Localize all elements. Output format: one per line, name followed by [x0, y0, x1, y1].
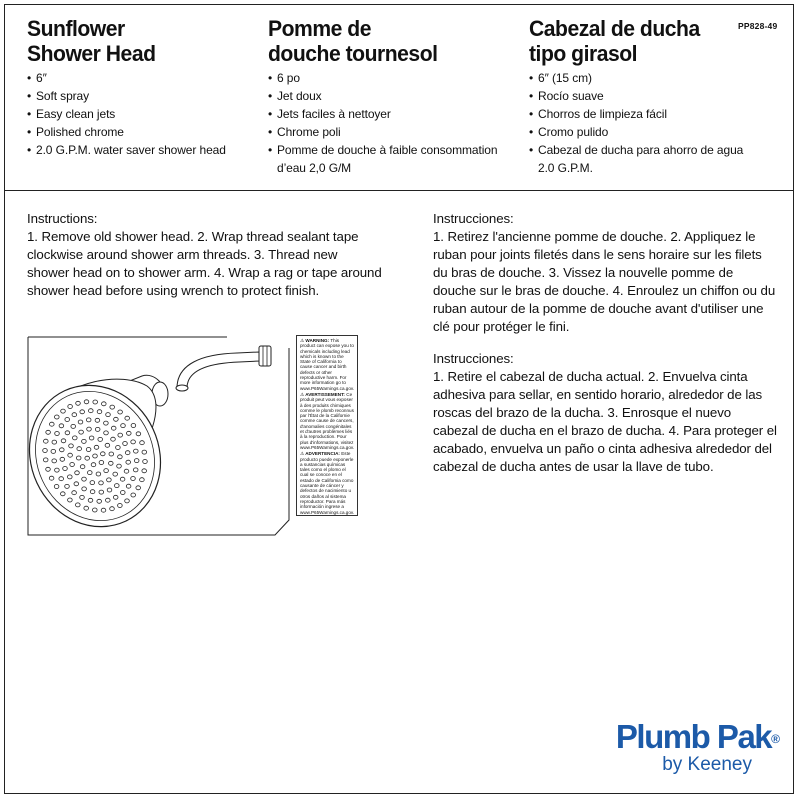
nozzle-dot [125, 451, 130, 455]
nozzle-dot [69, 444, 74, 448]
column-english [27, 16, 252, 159]
nozzle-dot [109, 461, 114, 465]
prop65-warning-label [296, 335, 358, 516]
nozzle-dot [85, 456, 90, 460]
nozzle-dot [125, 499, 130, 503]
nozzle-dot [125, 416, 130, 420]
nozzle-dot [43, 449, 48, 453]
nozzle-dot [127, 431, 132, 435]
nozzle-dot [76, 401, 81, 405]
features-english [27, 69, 252, 159]
nozzle-dot [126, 484, 131, 488]
column-french [268, 16, 513, 177]
title-english-line1: Sunflower [27, 16, 125, 41]
instructions-french [433, 210, 778, 336]
nozzle-dot [136, 486, 141, 490]
nozzle-dot [121, 424, 126, 428]
nozzle-dot [117, 464, 122, 468]
nozzle-dot [82, 439, 87, 443]
nozzle-dot [93, 508, 98, 512]
nozzle-dot [109, 452, 114, 456]
nozzle-dot [104, 469, 109, 473]
bullet-dot: • [529, 89, 534, 103]
nozzle-dot [110, 405, 115, 409]
nozzle-dot [68, 453, 73, 457]
nozzle-dot [90, 490, 95, 494]
nozzle-dot [131, 424, 136, 428]
nozzle-dot [60, 448, 65, 452]
title-english [27, 16, 243, 66]
nozzle-dot [54, 485, 59, 489]
nozzle-dot [79, 430, 84, 434]
nozzle-dot [101, 508, 106, 512]
nozzle-dot [93, 400, 98, 404]
nozzle-dot [131, 440, 136, 444]
feature-item: • 6″ (15 cm) [529, 71, 592, 85]
title-french [268, 16, 503, 66]
nozzle-dot [126, 460, 131, 464]
warning-en-text: This product can expose you to chemicals including lead which is known to the State of California to cause cancer and birth defects or other reproductive harm. For more information go to www.P65Warnings.ca.gov. [300, 338, 355, 391]
nozzle-dot [118, 433, 123, 437]
nozzle-dot [59, 477, 64, 481]
nozzle-dot [84, 400, 89, 404]
bullet-dot: • [27, 71, 32, 85]
nozzle-dot [140, 478, 145, 482]
instructions-english-body: 1. Remove old shower head. 2. Wrap thread sealant tape clockwise around shower arm threads. 3. Thread new shower head on to shower arm. 4. Wrap a rag or tape around shower head before using wrench to protect finish. [27, 229, 382, 298]
nozzle-dot [97, 499, 102, 503]
nozzle-dot [51, 449, 56, 453]
nozzle-dot [89, 409, 94, 413]
feature-item: • Cabezal de ducha para ahorro de agua 2.0 G.P.M. [529, 143, 744, 175]
nozzle-dot [106, 498, 111, 502]
title-english-line2: Shower Head [27, 41, 156, 66]
nozzle-dot [99, 490, 104, 494]
nozzle-dot [114, 417, 119, 421]
nozzle-dot [61, 492, 66, 496]
bullet-dot: • [529, 143, 534, 157]
nozzle-dot [89, 436, 94, 440]
feature-item: • Rocío suave [529, 89, 604, 103]
nozzle-dot [68, 405, 73, 409]
bullet-dot: • [27, 125, 32, 139]
bullet-dot: • [268, 125, 273, 139]
nozzle-dot [104, 431, 109, 435]
nozzle-dot [72, 413, 77, 417]
nozzle-dot [142, 450, 147, 454]
bullet-dot: • [529, 125, 534, 139]
title-spanish [529, 16, 735, 66]
feature-item: • 2.0 G.P.M. water saver shower head [27, 143, 226, 157]
title-spanish-line2: tipo girasol [529, 41, 638, 66]
nozzle-dot [46, 467, 51, 471]
bullet-dot: • [27, 89, 32, 103]
nozzle-dot [111, 437, 116, 441]
nozzle-dot [78, 420, 83, 424]
nozzle-dot [134, 459, 139, 463]
nozzle-dot [72, 491, 77, 495]
nozzle-dot [116, 446, 121, 450]
nozzle-dot [55, 468, 60, 472]
nozzle-dot [84, 506, 89, 510]
nozzle-dot [113, 495, 118, 499]
instructions-english-heading: Instructions: [27, 211, 98, 226]
nozzle-dot [96, 472, 101, 476]
nozzle-dot [131, 477, 136, 481]
nozzle-dot [121, 491, 126, 495]
brand-name: Plumb Pak® [615, 718, 780, 755]
nozzle-dot [87, 427, 92, 431]
nozzle-dot [77, 447, 82, 451]
brand-logo [616, 720, 780, 776]
nozzle-dot [82, 477, 87, 481]
nozzle-dot [140, 441, 145, 445]
nozzle-dot [118, 504, 123, 508]
nozzle-dot [55, 415, 60, 419]
nozzle-dot [95, 427, 100, 431]
nozzle-dot [76, 503, 81, 507]
nozzle-dot [99, 461, 104, 465]
nozzle-dot [52, 440, 57, 444]
feature-item: • Jet doux [268, 89, 322, 103]
nozzle-dot [52, 459, 57, 463]
nozzle-dot [106, 413, 111, 417]
nozzle-dot [123, 442, 128, 446]
feature-item: • Chorros de limpieza fácil [529, 107, 667, 121]
nozzle-dot [134, 449, 139, 453]
warning-es-text: Este producto puede exponerle a sustancias químicas tales como el plomo el cual se conoce en el estado de California como causante de cáncer y defectos de nacimiento u otros daños al sistema reproductor. Para más información ingrese a www.P65Warnings.ca.gov. [300, 451, 355, 515]
nozzle-dot [97, 410, 102, 414]
bullet-dot: • [268, 107, 273, 121]
nozzle-dot [105, 443, 110, 447]
feature-item: • 6 po [268, 71, 300, 85]
column-spanish [529, 16, 744, 177]
nozzle-dot [68, 498, 73, 502]
instructions-spanish-heading: Instrucciones: [433, 351, 514, 366]
nozzle-dot [55, 432, 60, 436]
bullet-dot: • [27, 107, 32, 121]
instructions-french-heading: Instrucciones: [433, 211, 514, 226]
nozzle-dot [60, 457, 65, 461]
nozzle-dot [131, 493, 136, 497]
feature-item: • Jets faciles à nettoyer [268, 107, 391, 121]
nozzle-dot [91, 463, 96, 467]
instructions-spanish-body: 1. Retire el cabezal de ducha actual. 2. Envuelva cinta adhesiva para sellar, en sentido horario, alrededor de las roscas del brazo de la ducha. 3. Enrosque el nuevo cabezal de ducha en el brazo de ducha. 4. Para proteger el acabado, envuelva un paño o cinta adhesiva alrededor del cabezal de ducha antes de usar la llave de tubo. [433, 369, 777, 474]
feature-item: • Cromo pulido [529, 125, 609, 139]
nozzle-dot [115, 484, 120, 488]
title-french-line2: douche tournesol [268, 41, 438, 66]
feature-item: • Pomme de douche à faible consommation d’eau 2,0 G/M [268, 143, 498, 175]
nozzle-dot [120, 477, 125, 481]
sku-code: PP828-49 [738, 21, 778, 31]
nozzle-dot [50, 422, 55, 426]
bullet-dot: • [529, 107, 534, 121]
nozzle-dot [70, 463, 75, 467]
nozzle-dot [65, 484, 70, 488]
nozzle-dot [65, 431, 70, 435]
nozzle-dot [107, 478, 112, 482]
nozzle-dot [46, 430, 51, 434]
nozzle-dot [101, 452, 106, 456]
nozzle-dot [43, 458, 48, 462]
bullet-dot: • [268, 89, 273, 103]
feature-item: • Polished chrome [27, 125, 124, 139]
warning-es-label: ⚠ ADVERTENCIA: [300, 451, 340, 457]
instructions-french-body: 1. Retirez l'ancienne pomme de douche. 2. Appliquez le ruban pour joints filetés dans le sens horaire sur les filets du bras de douche. 3. Vissez la nouvelle pomme de douche sur le bras de douche. 4. Enroulez un chiffon ou du ruban autour de la pomme de douche avant d'utiliser une clé pour protéger le fini. [433, 229, 776, 334]
nozzle-dot [133, 468, 138, 472]
nozzle-dot [104, 421, 109, 425]
title-spanish-line1: Cabezal de ducha [529, 16, 700, 41]
nozzle-dot [118, 455, 123, 459]
nozzle-dot [88, 471, 93, 475]
nozzle-dot [90, 481, 95, 485]
instructions-spanish [433, 350, 778, 476]
features-french [268, 69, 513, 177]
nozzle-dot [68, 475, 73, 479]
nozzle-dot [61, 409, 66, 413]
nozzle-dot [73, 436, 78, 440]
warning-en-label: ⚠ WARNING: [300, 338, 330, 343]
nozzle-dot [86, 418, 91, 422]
nozzle-dot [76, 456, 81, 460]
nozzle-dot [110, 507, 115, 511]
nozzle-dot [94, 445, 99, 449]
instructions-english [27, 210, 382, 300]
nozzle-dot [99, 481, 104, 485]
shower-head-illustration [27, 336, 292, 536]
feature-item: • 6″ [27, 71, 47, 85]
nozzle-dot [49, 476, 54, 480]
nozzle-dot [80, 465, 85, 469]
nozzle-dot [113, 472, 118, 476]
nozzle-dot [93, 454, 98, 458]
nozzle-dot [75, 471, 80, 475]
section-divider [4, 190, 794, 191]
nozzle-dot [80, 495, 85, 499]
nozzle-dot [59, 424, 64, 428]
bullet-dot: • [27, 143, 32, 157]
nozzle-dot [142, 469, 147, 473]
feature-item: • Chrome poli [268, 125, 341, 139]
nozzle-dot [61, 439, 66, 443]
nozzle-dot [71, 424, 76, 428]
nozzle-dot [88, 498, 93, 502]
bullet-dot: • [529, 71, 534, 85]
bullet-dot: • [268, 143, 273, 157]
bullet-dot: • [268, 71, 273, 85]
nozzle-dot [86, 448, 91, 452]
nozzle-dot [98, 437, 103, 441]
nozzle-dot [143, 460, 148, 464]
title-french-line1: Pomme de [268, 16, 371, 41]
nozzle-dot [111, 426, 116, 430]
nozzle-dot [136, 432, 141, 436]
feature-item: • Easy clean jets [27, 107, 116, 121]
nozzle-dot [82, 487, 87, 491]
nozzle-dot [63, 467, 68, 471]
nozzle-dot [44, 439, 49, 443]
warning-fr-label: ⚠ AVERTISSEMENT: [300, 391, 345, 397]
nozzle-dot [124, 469, 129, 473]
brand-byline: by Keeney [662, 754, 752, 775]
registered-mark: ® [771, 732, 780, 746]
nozzle-dot [80, 410, 85, 414]
nozzle-dot [65, 418, 70, 422]
nozzle-dot [118, 410, 123, 414]
nozzle-dot [107, 488, 112, 492]
warning-fr-text: Ce produit peut vous exposer à des produits chimiques comme le plomb reconnus par l'État de la Californie comme cause de cancers, d'anomalies congénitales et d'autres problèmes liés à la reproduction. Pour plus d'informations, visitez www.P65Warnings.ca.gov. [300, 391, 355, 450]
feature-item: • Soft spray [27, 89, 90, 103]
nozzle-dot [95, 418, 100, 422]
nozzle-dot [102, 402, 107, 406]
features-spanish [529, 69, 744, 177]
nozzle-dot [74, 482, 79, 486]
